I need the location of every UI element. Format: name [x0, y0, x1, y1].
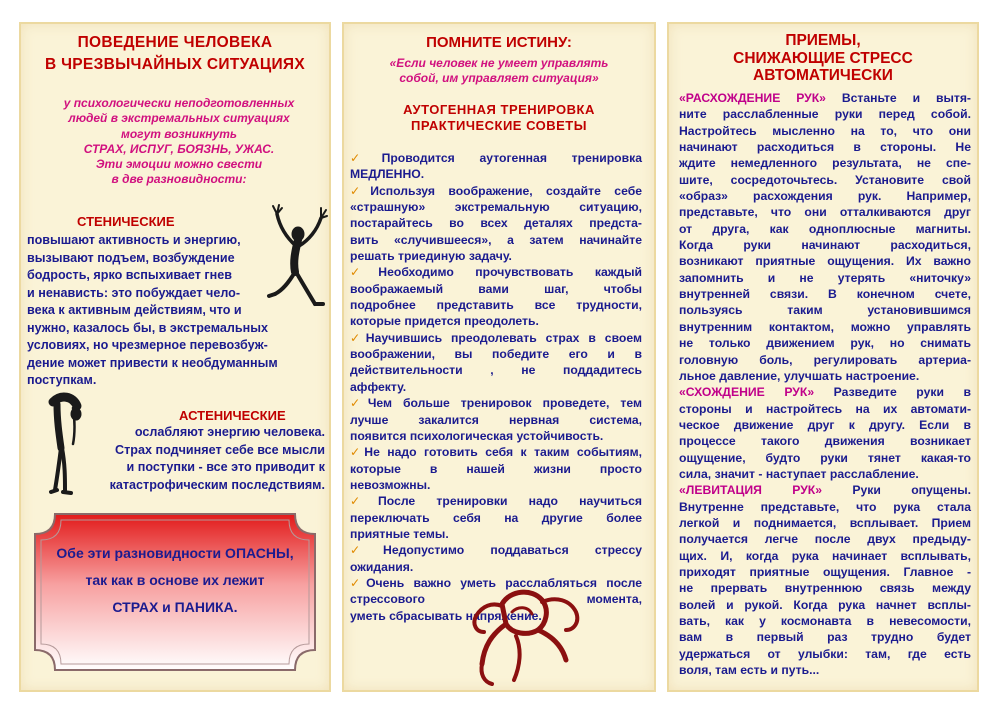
training-tip-line: [350, 215, 642, 231]
technique-line: [679, 417, 971, 433]
training-tip-text: переключать себя на другие более: [350, 510, 642, 525]
training-tip-line: [350, 313, 642, 329]
sthenic-line: бодрость, ярко вспыхивает гнев: [27, 268, 233, 282]
technique-line: [679, 90, 971, 106]
technique-line: [679, 270, 971, 286]
training-tip-text: Необходимо прочувствовать каждый: [378, 265, 642, 280]
technique-text: не только движением рук, но снимать: [679, 336, 971, 351]
technique-line: [679, 237, 971, 253]
technique-text: начинают расходиться в стороны. Не: [679, 140, 971, 155]
technique-text: приходят приятные ощущения. Главное -: [679, 564, 971, 579]
training-tip-line: [350, 362, 642, 378]
technique-text: Руки опущены.: [822, 483, 971, 498]
technique-text: запомнить и не утерять «ниточку»: [679, 270, 971, 285]
technique-text: внутренним контактом, можно управлять: [679, 319, 971, 334]
technique-line: [679, 531, 971, 547]
panel3-title-line: СНИЖАЮЩИЕ СТРЕСС: [733, 49, 913, 67]
training-tip-text: ожидания.: [350, 559, 414, 574]
panel-autogenic-training: [342, 22, 656, 692]
panel3-title-line: ПРИЕМЫ,: [785, 32, 861, 49]
training-tip-text: постарайтесь во всех деталях предста-: [350, 216, 642, 231]
training-tip-line: [350, 232, 642, 248]
technique-text: стороны и настройтесь на их автомати-: [679, 401, 971, 416]
training-tip-text: решать триединую задачу.: [350, 249, 512, 264]
panel2-title: ПОМНИТЕ ИСТИНУ:: [426, 34, 572, 51]
checkmark-icon: ✓: [350, 494, 379, 509]
technique-term: «ЛЕВИТАЦИЯ РУК»: [679, 483, 823, 498]
technique-line: [679, 662, 971, 678]
technique-line: [679, 450, 971, 466]
technique-text: Разведите руки в: [814, 385, 972, 400]
technique-text: ощущение, будто руки тянет какая-то: [679, 450, 971, 465]
training-tip-line: [350, 493, 642, 509]
technique-text: щих. И, когда рука начинает всплывать,: [679, 548, 971, 563]
technique-text: ждите немедленного результата, не спе-: [679, 156, 971, 171]
training-tip-line: [350, 461, 642, 477]
training-tip-text: воображении, вы победите его и в: [350, 347, 642, 362]
training-tip-text: Очень важно уметь расслабляться после: [366, 575, 642, 590]
technique-line: [679, 384, 971, 400]
training-tips-list: [350, 150, 642, 624]
technique-line: [679, 548, 971, 564]
checkmark-icon: ✓: [350, 183, 371, 198]
intro-line: Эти эмоции можно свести: [95, 157, 263, 172]
training-tip-line: [350, 395, 642, 411]
intro-line: СТРАХ, ИСПУГ, БОЯЗНЬ, УЖАС.: [83, 141, 275, 156]
panel1-title-line: В ЧРЕЗВЫЧАЙНЫХ СИТУАЦИЯХ: [45, 56, 305, 73]
training-tip-line: [350, 150, 642, 166]
asthenic-line: Страх подчиняет себе все мысли: [115, 442, 325, 457]
excited-figure-illustration: [265, 200, 331, 312]
technique-line: [679, 352, 971, 368]
sthenic-line: дение может привести к необдуманным: [27, 355, 278, 370]
training-tip-line: [350, 166, 642, 182]
training-tip-text: уметь сбрасывать напряжение.: [350, 608, 542, 623]
technique-line: [679, 564, 971, 580]
technique-text: ческое движение друг к другу. Если в: [679, 417, 971, 432]
asthenic-line: ослабляют энергию человека.: [134, 425, 325, 439]
panel-behavior-in-emergencies: [19, 22, 331, 692]
training-tip-text: Используя воображение, создайте себе: [370, 183, 642, 198]
sthenic-line: поступкам.: [27, 373, 97, 387]
asthenic-heading: АСТЕНИЧЕСКИЕ: [179, 408, 286, 423]
technique-text: сила, значит - наступает расслабление.: [679, 466, 919, 481]
panel3-title: [669, 32, 977, 85]
warning-text: [33, 540, 317, 621]
training-tip-text: Научившись преодолевать страх в своем: [365, 330, 642, 345]
training-tip-line: [350, 444, 642, 460]
training-tip-line: [350, 542, 642, 558]
training-tip-text: МЕДЛЕННО.: [350, 167, 425, 182]
intro-line: могут возникнуть: [120, 126, 238, 141]
training-tip: [350, 395, 642, 444]
technique-text: получается легче после двух предыду-: [679, 532, 971, 547]
warning-line: так как в основе их лежит: [85, 572, 265, 588]
training-tip: [350, 493, 642, 542]
technique-text: вать, как у космонавта в невесомости,: [679, 614, 971, 628]
subtitle-line: ПРАКТИЧЕСКИЕ СОВЕТЫ: [411, 118, 587, 133]
technique-line: [679, 319, 971, 335]
training-tip-text: которые в нашей жизни просто: [350, 461, 642, 476]
training-tip-text: После тренировки надо научиться: [378, 494, 642, 509]
panel-stress-reduction-techniques: [667, 22, 979, 692]
training-tip-text: Недопустимо поддаваться стрессу: [383, 543, 643, 558]
training-tip-text: Не надо готовить себя к таким событиям,: [364, 445, 642, 460]
technique-term: «СХОЖДЕНИЕ РУК»: [679, 385, 815, 400]
panel1-title-line: ПОВЕДЕНИЕ ЧЕЛОВЕКА: [77, 34, 273, 51]
technique-line: [679, 204, 971, 220]
technique-text: воля, там есть и путь...: [679, 663, 820, 678]
technique-line: [679, 646, 971, 662]
training-tip-line: [350, 330, 642, 346]
training-tip-line: [350, 281, 642, 297]
training-tip: [350, 542, 642, 575]
training-tip-line: [350, 559, 642, 575]
sthenic-line: нужно, казалось бы, в экстремальных: [27, 320, 268, 335]
technique-text: волей и рукой. Когда рука начнет всплы-: [679, 597, 971, 612]
training-tip-line: [350, 412, 642, 428]
technique-text: головную боль, регулировать артериа-: [679, 352, 971, 367]
warning-line: Обе эти разновидности ОПАСНЫ,: [56, 545, 294, 561]
technique-text: не прервать внутреннюю связь между: [679, 581, 971, 596]
technique-line: [679, 401, 971, 417]
technique-line: [679, 433, 971, 449]
training-tip-text: стрессового момента,: [350, 592, 642, 607]
sthenic-line: вызывают подъем, возбуждение: [27, 250, 235, 265]
training-tip-text: приятные темы.: [350, 526, 449, 541]
sthenic-line: века к активным действиям, что и: [27, 303, 242, 317]
technique-text: пользуясь таким установившимся: [679, 303, 971, 318]
training-tip-text: вить «случившееся», а затем начинайте: [350, 232, 642, 247]
training-tip-text: которые придется преодолеть.: [350, 314, 539, 329]
training-tip: [350, 150, 642, 183]
technique-line: [679, 188, 971, 204]
training-tip-line: [350, 199, 642, 215]
training-tip-text: появится психологическая устойчивость.: [350, 428, 604, 443]
warning-box: [33, 512, 317, 672]
training-tip-text: невозможны.: [350, 477, 431, 492]
training-tip-line: [350, 526, 642, 542]
technique-text: внутренней связи. В конечном счете,: [679, 287, 971, 302]
panel1-title: [21, 32, 329, 76]
technique-text: Внутренне представьте, что рука стала: [679, 499, 971, 514]
technique-line: [679, 597, 971, 613]
technique-line: [679, 629, 971, 645]
training-tip-line: [350, 248, 642, 264]
stressed-person-illustration: [462, 584, 592, 688]
technique-line: [679, 515, 971, 531]
warning-line: СТРАХ и ПАНИКА.: [112, 599, 238, 615]
training-tip-text: аффекту.: [350, 379, 407, 394]
training-tip: [350, 444, 642, 493]
technique-line: [679, 172, 971, 188]
technique-term: «РАСХОЖДЕНИЕ РУК»: [679, 91, 826, 105]
checkmark-icon: ✓: [350, 330, 366, 345]
technique-text: «образ» расхождения рук. Например,: [679, 189, 971, 204]
checkmark-icon: ✓: [350, 151, 382, 165]
technique-line: [679, 499, 971, 515]
checkmark-icon: ✓: [350, 543, 384, 558]
sthenic-line: и ненависть: это побуждает чело-: [27, 285, 241, 300]
technique-line: [679, 286, 971, 302]
quote-line: собой, им управляет ситуация»: [399, 71, 599, 85]
technique-text: представьте, что они отталкиваются друг: [679, 205, 971, 220]
training-tip-text: Проводится аутогенная тренировка: [381, 151, 642, 165]
subtitle-line: АУТОГЕННАЯ ТРЕНИРОВКА: [403, 102, 595, 117]
technique-text: Встаньте и вытя-: [825, 91, 971, 105]
technique-line: [679, 253, 971, 269]
checkmark-icon: ✓: [350, 575, 367, 590]
training-tip: [350, 264, 642, 329]
panel3-title-line: АВТОМАТИЧЕСКИ: [753, 67, 893, 84]
training-tip-text: Чем больше тренировок проведете, тем: [367, 396, 643, 411]
training-tip-line: [350, 183, 642, 199]
technique-text: льное давление, улучшать настроение.: [679, 368, 920, 383]
sthenic-line: повышают активность и энергию,: [27, 233, 241, 247]
technique-line: [679, 466, 971, 482]
asthenic-description: [85, 424, 325, 494]
technique-line: [679, 482, 971, 498]
training-tip-text: «страшную» экстремальную ситуацию,: [350, 200, 642, 215]
training-tip-text: воображаемый вами шаг, чтобы: [350, 281, 642, 296]
sthenic-line: условиях, но чрезмерное перевозбуж-: [27, 338, 268, 352]
techniques-text: [679, 90, 971, 678]
intro-line: в две разновидности:: [111, 172, 247, 187]
technique-text: вам в первый раз трудно будет: [679, 630, 971, 645]
technique-text: шите, сосредоточьтесь. Установите свой: [679, 172, 971, 187]
panel1-intro: [35, 96, 323, 188]
checkmark-icon: ✓: [350, 396, 368, 411]
training-tip-line: [350, 264, 642, 280]
asthenic-line: и поступки - все это приводит к: [126, 460, 325, 474]
technique-text: легкой и поднимается, всплывает. Прием: [679, 515, 971, 530]
technique-line: [679, 155, 971, 171]
technique-line: [679, 580, 971, 596]
quote-line: «Если человек не умеет управлять: [389, 56, 609, 70]
training-tip-line: [350, 510, 642, 526]
technique-line: [679, 123, 971, 139]
training-tip-line: [350, 297, 642, 313]
technique-line: [679, 106, 971, 122]
technique-text: удержаться от улыбки: там, где есть: [679, 646, 971, 661]
technique-line: [679, 335, 971, 351]
panel2-quote: [344, 56, 654, 86]
intro-line: у психологически неподготовленных: [63, 96, 295, 110]
training-tip: [350, 330, 642, 395]
sthenic-description: [27, 232, 277, 390]
technique-text: Когда руки начинают расходиться,: [679, 238, 971, 253]
training-tip-text: действительности , не поддадитесь: [350, 363, 642, 378]
training-tip: [350, 183, 642, 265]
checkmark-icon: ✓: [350, 445, 365, 460]
technique-text: Настройтесь мысленно на то, что они: [679, 123, 971, 138]
training-tip-text: подробнее представить все трудности,: [350, 298, 642, 313]
training-tip-line: [350, 477, 642, 493]
slumped-figure-illustration: [43, 390, 87, 500]
technique-line: [679, 613, 971, 629]
technique-line: [679, 139, 971, 155]
technique-line: [679, 368, 971, 384]
technique-line: [679, 302, 971, 318]
training-tip-line: [350, 346, 642, 362]
training-tip-line: [350, 428, 642, 444]
training-tip-line: [350, 379, 642, 395]
training-tip-text: лучше закалится нервная система,: [350, 412, 642, 427]
technique-text: от друга, как одноплюсные магниты.: [679, 221, 971, 236]
technique-text: возникают приятные ощущения. Их важно: [679, 254, 971, 269]
panel2-subtitle: [344, 102, 654, 134]
sthenic-heading: СТЕНИЧЕСКИЕ: [77, 214, 175, 229]
technique-line: [679, 221, 971, 237]
checkmark-icon: ✓: [350, 265, 379, 280]
technique-text: процессе такого движения возникает: [679, 434, 971, 449]
asthenic-line: катастрофическим последствиям.: [109, 477, 325, 492]
intro-line: людей в экстремальных ситуациях: [68, 111, 290, 126]
technique-text: ните расслабленные руки перед собой.: [679, 107, 971, 122]
